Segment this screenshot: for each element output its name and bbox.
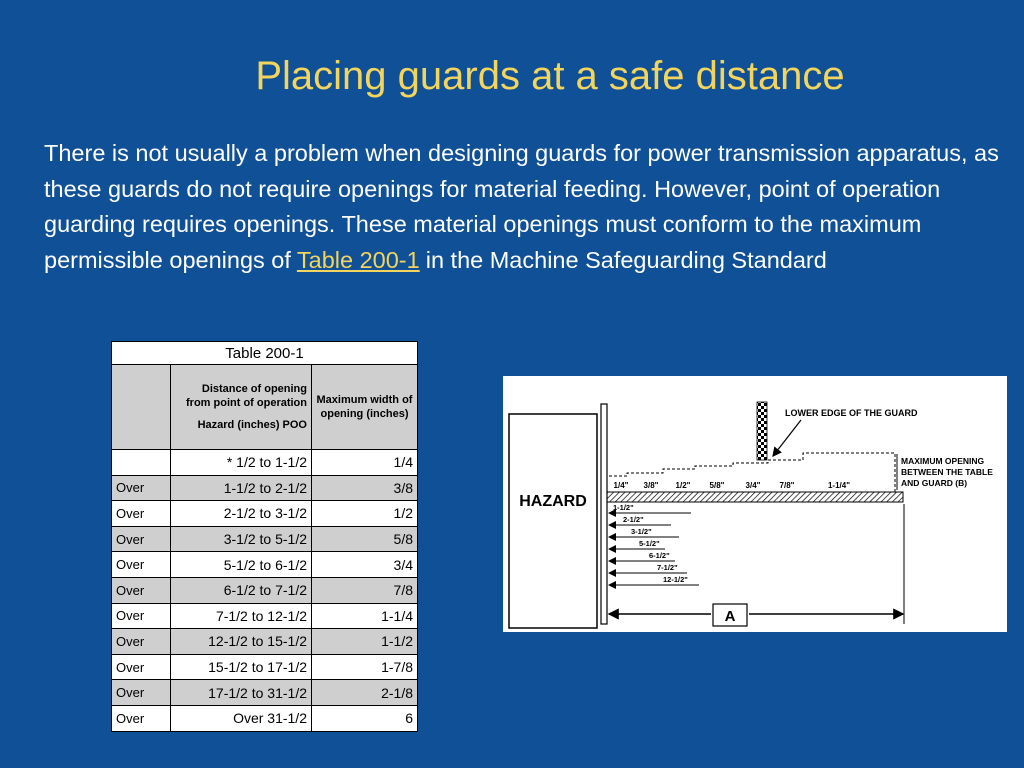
table-row xyxy=(112,705,418,731)
lower-edge-label: LOWER EDGE OF THE GUARD xyxy=(785,408,918,418)
row-distance: 12-1/2 to 15-1/2 xyxy=(171,629,312,655)
table-row xyxy=(112,450,418,476)
row-distance: 6-1/2 to 7-1/2 xyxy=(171,577,312,603)
slide-title: Placing guards at a safe distance xyxy=(255,54,845,98)
a-dimension-label: A xyxy=(724,608,736,625)
table-row xyxy=(112,680,418,706)
opening-label: 3/8" xyxy=(643,481,659,490)
table-caption: Table 200-1 xyxy=(112,342,418,365)
opening-label: 1-1/4" xyxy=(827,481,851,490)
opening-label: 1/2" xyxy=(675,481,691,490)
table-row xyxy=(112,475,418,501)
row-width: 6 xyxy=(312,705,418,731)
distance-label: 3-1/2" xyxy=(631,527,652,536)
row-distance: 2-1/2 to 3-1/2 xyxy=(171,501,312,527)
row-width: 2-1/8 xyxy=(312,680,418,706)
opening-label: 5/8" xyxy=(709,481,725,490)
header-distance-line2: Hazard (inches) POO xyxy=(197,419,307,431)
table-row xyxy=(112,603,418,629)
row-prefix: Over xyxy=(112,654,171,680)
opening-label: 7/8" xyxy=(779,481,795,490)
distance-label: 7-1/2" xyxy=(657,563,678,572)
max-opening-label: AND GUARD (B) xyxy=(901,478,968,488)
table-row xyxy=(112,577,418,603)
row-distance: 17-1/2 to 31-1/2 xyxy=(171,680,312,706)
table-row xyxy=(112,501,418,527)
distance-label: 1-1/2" xyxy=(613,503,634,512)
max-opening-label: MAXIMUM OPENING xyxy=(901,456,985,466)
row-prefix: Over xyxy=(112,577,171,603)
row-prefix: Over xyxy=(112,705,171,731)
table-200-1-link[interactable]: Table 200-1 xyxy=(296,246,420,273)
table-row xyxy=(112,552,418,578)
distance-label: 2-1/2" xyxy=(623,515,644,524)
row-distance: 15-1/2 to 17-1/2 xyxy=(171,654,312,680)
paragraph-text: There is not usually a problem when designing guards for power transmission apparatus, as these guards do not require openings for material feeding. However, point of operation guarding requires openings. These material openings must conform to the maximum permissible openings of xyxy=(44,140,999,273)
row-distance: 7-1/2 to 12-1/2 xyxy=(171,603,312,629)
row-width: 1/2 xyxy=(312,501,418,527)
header-max-width: Maximum width of opening (inches) xyxy=(312,365,418,450)
row-prefix: Over xyxy=(112,475,171,501)
row-distance: 3-1/2 to 5-1/2 xyxy=(171,526,312,552)
table-row xyxy=(112,526,418,552)
body-paragraph xyxy=(44,136,1004,278)
row-distance: 1-1/2 to 2-1/2 xyxy=(171,475,312,501)
row-width: 7/8 xyxy=(312,577,418,603)
row-prefix: Over xyxy=(112,603,171,629)
row-width: 1-1/2 xyxy=(312,629,418,655)
table-row xyxy=(112,629,418,655)
header-distance xyxy=(171,365,312,450)
row-prefix xyxy=(112,450,171,476)
opening-label: 3/4" xyxy=(745,481,761,490)
paragraph-text-end: in the Machine Safeguarding Standard xyxy=(425,246,827,273)
row-prefix: Over xyxy=(112,680,171,706)
hazard-box xyxy=(509,414,597,628)
guard-distance-diagram xyxy=(503,376,1007,632)
row-width: 1-7/8 xyxy=(312,654,418,680)
header-blank-cell xyxy=(112,365,171,450)
hazard-label: HAZARD xyxy=(519,493,587,510)
row-distance: Over 31-1/2 xyxy=(171,705,312,731)
row-distance: 5-1/2 to 6-1/2 xyxy=(171,552,312,578)
table-header-row xyxy=(112,365,418,450)
distance-label: 12-1/2" xyxy=(663,575,688,584)
row-width: 5/8 xyxy=(312,526,418,552)
row-width: 3/4 xyxy=(312,552,418,578)
distance-label: 5-1/2" xyxy=(639,539,660,548)
table-row xyxy=(112,654,418,680)
row-prefix: Over xyxy=(112,526,171,552)
max-opening-label: BETWEEN THE TABLE xyxy=(901,467,993,477)
row-distance: * 1/2 to 1-1/2 xyxy=(171,450,312,476)
header-distance-line1: Distance of opening from point of operation xyxy=(186,383,307,409)
row-width: 3/8 xyxy=(312,475,418,501)
guard-post xyxy=(757,402,767,460)
row-prefix: Over xyxy=(112,501,171,527)
openings-table xyxy=(111,341,418,732)
distance-label: 6-1/2" xyxy=(649,551,670,560)
opening-label: 1/4" xyxy=(613,481,629,490)
row-width: 1/4 xyxy=(312,450,418,476)
row-width: 1-1/4 xyxy=(312,603,418,629)
row-prefix: Over xyxy=(112,552,171,578)
row-prefix: Over xyxy=(112,629,171,655)
